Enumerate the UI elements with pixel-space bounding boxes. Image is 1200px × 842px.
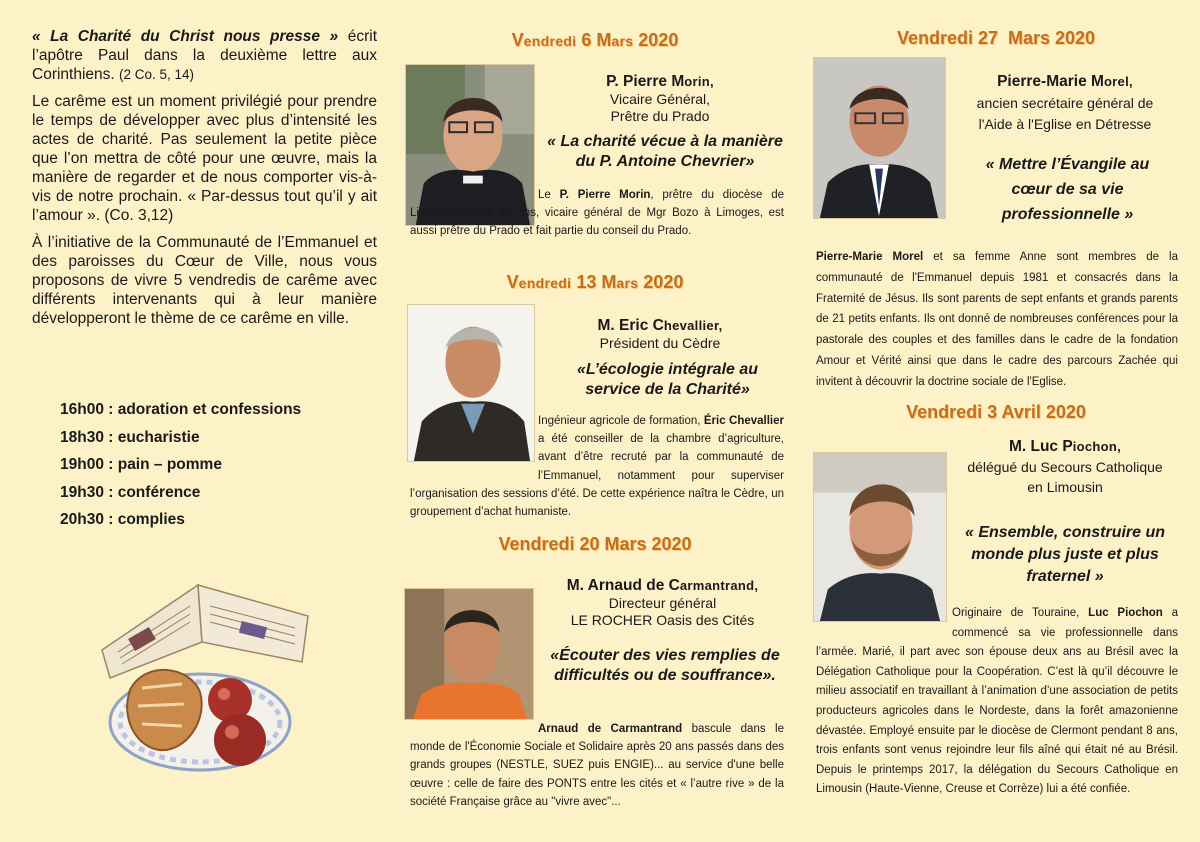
event-3-talk-title: «Écouter des vies remplies de difficultés ou de souffrance».	[550, 647, 780, 684]
intro-quote-reference: (2 Co. 5, 14)	[119, 67, 195, 82]
speaker-photo-arnaud-de-carmantrand	[404, 588, 534, 720]
event-1-speaker	[540, 72, 780, 125]
event-5-talk-title: « Ensemble, construire un monde plus juste et plus fraternel »	[964, 524, 1166, 585]
speaker-role: ancien secrétaire général de	[976, 95, 1154, 111]
intro-column	[32, 27, 377, 336]
schedule	[60, 396, 301, 534]
schedule-item: 16h00 : adoration et confessions	[60, 401, 302, 418]
intro-paragraph-2: Le carême est un moment privilégié pour prendre le temps de développer avec plus d’intensité les actes de charité. Pas seulement la petite pièce que l’on mettra de côté pour une œuvre, mais la manière de regarder et de nous comporter vis-à-vis de notre prochain. « Par-dessus tout qu’il y ait l’amour ». (Co. 3,12)	[32, 93, 377, 224]
event-4-speaker	[955, 72, 1175, 133]
intro-paragraph-1	[32, 27, 377, 84]
event-1-talk-title: « La charité vécue à la manière du P. Antoine Chevrier»	[547, 133, 783, 170]
speaker-role: Directeur général	[608, 595, 717, 611]
event-1-heading: Vendredi 6 Mars 2020	[511, 30, 679, 50]
event-1-bio: Le P. Pierre Morin, prêtre du diocèse de Limoges depuis 30 ans, vicaire général de Mgr Bozo à Limoges, est aussi prêtre du Prado et fait partie du conseil du Prado.	[410, 189, 784, 238]
schedule-item: 19h00 : pain – pomme	[60, 456, 222, 473]
intro-quote-title: « La Charité du Christ nous presse »	[32, 28, 339, 45]
event-3-heading: Vendredi 20 Mars 2020	[498, 534, 692, 554]
speaker-role: Président du Cèdre	[599, 335, 721, 351]
schedule-item: 20h30 : complies	[60, 511, 185, 528]
event-3-speaker	[540, 576, 785, 629]
schedule-item: 18h30 : eucharistie	[60, 428, 200, 446]
speaker-role: délégué du Secours Catholique	[967, 459, 1163, 475]
schedule-item: 19h30 : conférence	[60, 483, 201, 501]
event-2-heading: Vendredi 13 Mars 2020	[506, 272, 684, 292]
speaker-name: M. Arnaud de Carmantrand,	[566, 577, 759, 594]
speaker-name: M. Luc Piochon,	[1008, 438, 1122, 455]
speaker-photo-pierre-marie-morel	[813, 57, 946, 219]
speaker-role: Prêtre du Prado	[610, 108, 710, 124]
event-2-bio: Ingénieur agricole de formation, Éric Chevallier a été conseiller de la chambre d’agriculture, avant d’être recruté par la communauté de l’Emmanuel, notamment pour superviser l’organisation des sessions d’été. De cette expérience naîtra le Cèdre, un groupement d’achat humaniste.	[410, 415, 784, 519]
intro-quote-text: écrit l’apôtre Paul dans la deuxième lettre aux Corinthiens.	[32, 28, 378, 83]
event-4-talk-title: « Mettre l’Évangile au cœur de sa vie professionnelle »	[985, 156, 1150, 223]
event-5-speaker	[952, 437, 1178, 496]
speaker-name: Pierre-Marie Morel,	[997, 73, 1133, 90]
intro-paragraph-3: À l’initiative de la Communauté de l’Emmanuel et des paroisses du Cœur de Ville, nous vous proposons de vivre 5 vendredis de carême avec différents intervenants qui à leur manière développeront le thème de ce carême en ville.	[32, 234, 377, 327]
speaker-role: LE ROCHER Oasis des Cités	[570, 612, 755, 628]
speaker-role: l'Aide à l'Eglise en Détresse	[978, 116, 1152, 132]
speaker-role: en Limousin	[1027, 479, 1103, 495]
speaker-photo-luc-piochon	[813, 452, 947, 622]
bible-bread-apples-illustration	[90, 580, 312, 780]
event-4-heading: Vendredi 27 Mars 2020	[896, 28, 1096, 48]
event-3-bio: Arnaud de Carmantrand bascule dans le monde de l'Économie Sociale et Solidaire après 20 ans passés dans des grands groupes (NESTLE, SUEZ puis ENGIE)... au service d'une belle œuvre : celle de faire des PONTS entre les cités et « l’autre rive » de la société Française grâce au "vivre avec"...	[410, 723, 784, 808]
speaker-name: M. Eric Chevallier,	[597, 317, 723, 334]
event-2-speaker	[540, 316, 780, 352]
event-2-talk-title: «L’écologie intégrale au service de la Charité»	[576, 361, 759, 398]
speaker-role: Vicaire Général,	[609, 91, 711, 107]
event-5-heading: Vendredi 3 Avril 2020	[906, 402, 1086, 422]
event-5-bio: Originaire de Touraine, Luc Piochon a commencé sa vie professionnelle dans l’armée. Marié, il part avec son épouse deux ans au Brésil avec la Délégation Catholique pour la Coopération. C’est là qu’il découvre le milieu associatif en travaillant à l’animation d’une association de petits producteurs agricoles dans le Nordeste, dans la forêt amazonienne dévastée. Employé ensuite par le diocèse de Clermont pendant 8 ans, trois enfants sont venus rejoindre leur fils aîné qui était né au Brésil. Depuis le printemps 2017, la délégation du Secours Catholique en Limousin (Haute-Vienne, Creuse et Corrèze) lui a été confiée.	[816, 607, 1179, 796]
event-4-bio: Pierre-Marie Morel et sa femme Anne sont membres de la communauté de l'Emmanuel depuis 1981 et consacrés dans la Fraternité de Jésus. Ils sont parents de sept enfants et grands parents de 21 petits enfants. Ils ont donné de nombreuses conférences pour la pastorale des couples et des familles dans le cadre de la fondation Amour et Vérité ainsi que dans le cadre des parcours Zachée qui invitent à découvrir la doctrine sociale de l'Eglise.	[816, 251, 1178, 388]
speaker-name: P. Pierre Morin,	[606, 73, 714, 90]
